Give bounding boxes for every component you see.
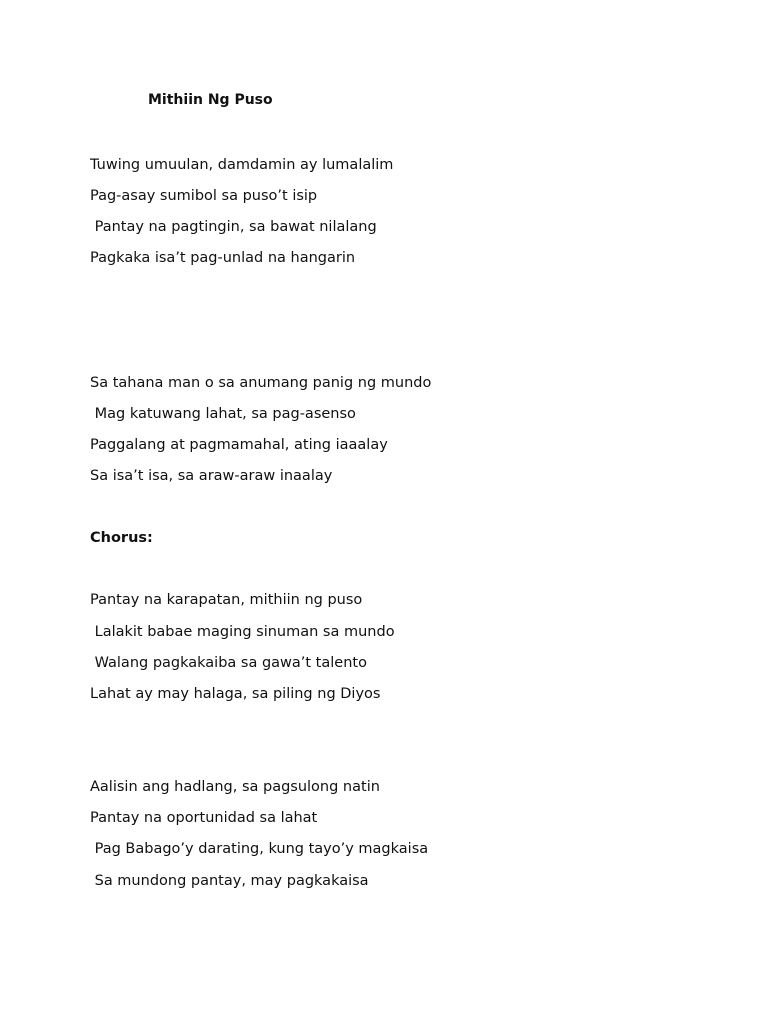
song-title: Mithiin Ng Puso: [148, 92, 273, 108]
verse3-line-3: Pag Babago’y darating, kung tayo’y magkaisa: [90, 841, 429, 857]
chorus-line-1: Pantay na karapatan, mithiin ng puso: [90, 592, 363, 608]
chorus-line-4: Lahat ay may halaga, sa piling ng Diyos: [90, 686, 381, 702]
verse3-line-4: Sa mundong pantay, may pagkakaisa: [90, 873, 369, 889]
chorus-line-3: Walang pagkakaiba sa gawa’t talento: [90, 655, 367, 671]
verse2-line-3: Paggalang at pagmamahal, ating iaaalay: [90, 437, 388, 453]
verse3-line-2: Pantay na oportunidad sa lahat: [90, 810, 318, 826]
verse1-line-2: Pag-asay sumibol sa puso’t isip: [90, 188, 318, 204]
chorus-line-2: Lalakit babae maging sinuman sa mundo: [90, 624, 395, 640]
verse1-line-4: Pagkaka isa’t pag-unlad na hangarin: [90, 250, 356, 266]
verse3-line-1: Aalisin ang hadlang, sa pagsulong natin: [90, 779, 380, 795]
verse2-line-2: Mag katuwang lahat, sa pag-asenso: [90, 406, 356, 422]
chorus-label: Chorus:: [90, 530, 153, 546]
verse2-line-4: Sa isa’t isa, sa araw-araw inaalay: [90, 468, 333, 484]
verse2-line-1: Sa tahana man o sa anumang panig ng mundo: [90, 375, 432, 391]
verse1-line-1: Tuwing umuulan, damdamin ay lumalalim: [90, 157, 394, 173]
verse1-line-3: Pantay na pagtingin, sa bawat nilalang: [90, 219, 377, 235]
